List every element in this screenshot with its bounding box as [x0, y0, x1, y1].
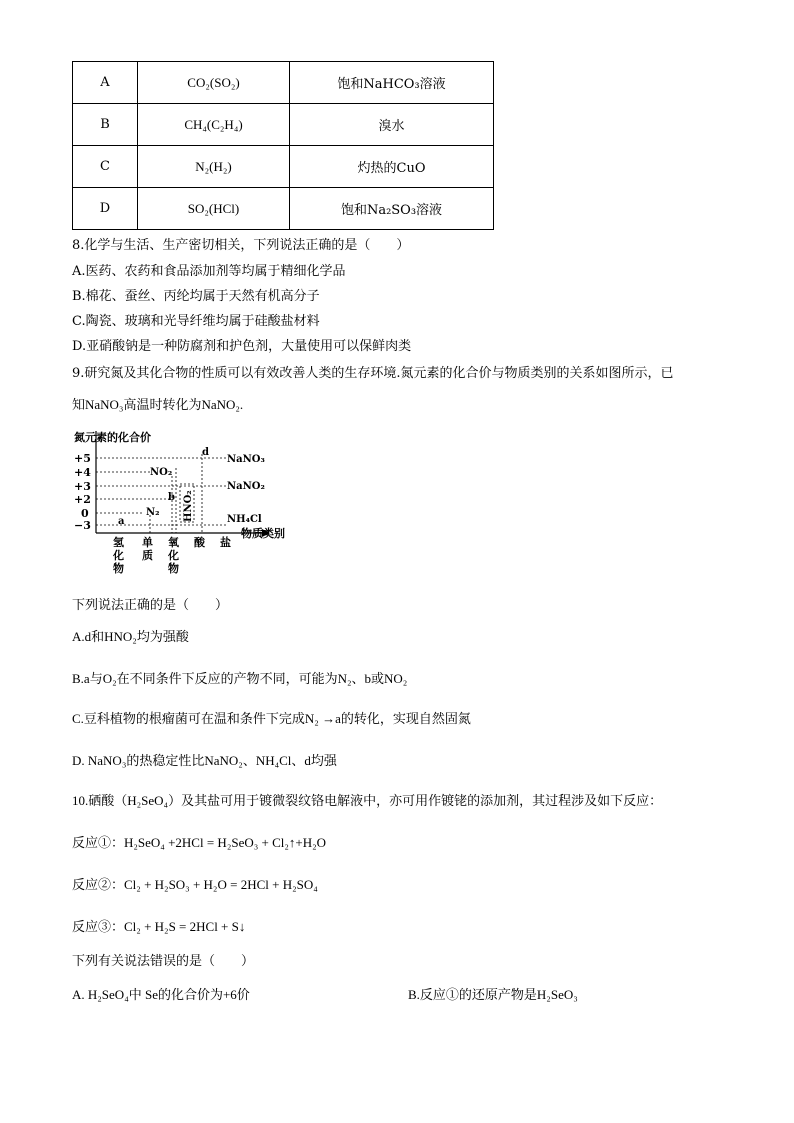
point-b: b: [168, 492, 175, 503]
table-row: [73, 62, 494, 104]
q10-option-a: A. H₂SeO₄中 Se的化合价为+6价: [72, 987, 250, 1002]
y-tick: +4: [74, 466, 91, 479]
substance-cell: CO₂(SO₂): [138, 62, 290, 104]
q8-option-b: B.棉花、蚕丝、丙纶均属于天然有机高分子: [72, 289, 320, 304]
q9-question: 下列说法正确的是（ ）: [72, 598, 229, 613]
table-row: [73, 104, 494, 146]
reagent-cell: 灼热的CuO: [290, 146, 494, 188]
reagent-cell: 溴水: [290, 104, 494, 146]
y-tick: +2: [74, 493, 91, 506]
x-axis-title: 物质类别: [241, 527, 285, 540]
q10-option-b: B.反应①的还原产物是H₂SeO₃: [408, 987, 578, 1002]
substance-cell: SO₂(HCl): [138, 188, 290, 230]
q9-stem-line2: 知NaNO₃高温时转化为NaNO₂.: [72, 397, 244, 412]
row-label: A: [73, 62, 138, 104]
guide-lines: [96, 454, 226, 533]
x-categories: [112, 535, 231, 575]
x-category: 单质: [142, 536, 153, 562]
y-tick: +3: [74, 480, 91, 493]
x-category: 酸: [194, 536, 205, 549]
y-tick: 0: [81, 507, 89, 520]
substance-cell: N₂(H₂): [138, 146, 290, 188]
q9-option-b: B.a与O₂在不同条件下反应的产物不同，可能为N₂、b或NO₂: [72, 671, 408, 686]
valence-diagram: [72, 428, 302, 580]
q8-option-c: C.陶瓷、玻璃和光导纤维均属于硅酸盐材料: [72, 314, 320, 329]
q9-stem-line1: 9.研究氮及其化合物的性质可以有效改善人类的生存环境.氮元素的化合价与物质类别的关系如图所示，已: [72, 366, 674, 381]
reagent-cell: 饱和Na₂SO₃溶液: [290, 188, 494, 230]
reagent-cell: 饱和NaHCO₃溶液: [290, 62, 494, 104]
point-hno2: HNO₂: [183, 490, 194, 522]
option-table: [72, 61, 494, 230]
point-n2: N₂: [146, 507, 160, 518]
y-tick: +5: [74, 452, 91, 465]
point-nh4cl: NH₄Cl: [227, 514, 262, 525]
point-a: a: [118, 516, 125, 527]
x-category: 氧化物: [168, 536, 179, 575]
x-category: 氢化物: [113, 536, 124, 575]
q8-stem: 8.化学与生活、生产密切相关，下列说法正确的是（ ）: [72, 238, 410, 253]
q9-option-d: D. NaNO₃的热稳定性比NaNO₂、NH₄Cl、d均强: [72, 753, 337, 768]
x-category: 盐: [220, 536, 231, 549]
q8-option-a: A.医药、农药和食品添加剂等均属于精细化学品: [72, 264, 346, 279]
table-row: [73, 146, 494, 188]
q10-question: 下列有关说法错误的是（ ）: [72, 954, 255, 969]
q10-stem: 10.硒酸（H₂SeO₄）及其盐可用于镀微裂纹铬电解液中，亦可用作镀铑的添加剂，其过程涉及如下反应：: [72, 793, 663, 808]
q10-reaction-2: 反应②：Cl₂ + H₂SO₃ + H₂O = 2HCl + H₂SO₄: [72, 877, 318, 892]
substance-cell: CH₄(C₂H₄): [138, 104, 290, 146]
q9-option-a: A.d和HNO₂均为强酸: [72, 629, 189, 644]
point-nano2: NaNO₂: [227, 481, 265, 492]
row-label: C: [73, 146, 138, 188]
q8-option-d: D.亚硝酸钠是一种防腐剂和护色剂，大量使用可以保鲜肉类: [72, 339, 412, 354]
y-tick: −3: [74, 519, 91, 532]
point-no2: NO₂: [150, 467, 173, 478]
y-axis-title: 氮元素的化合价: [74, 431, 151, 444]
q9-option-c: C.豆科植物的根瘤菌可在温和条件下完成N₂ →a的转化，实现自然固氮: [72, 711, 471, 726]
q10-reaction-3: 反应③：Cl₂ + H₂S = 2HCl + S↓: [72, 919, 246, 934]
point-nano3: NaNO₃: [227, 454, 265, 465]
row-label: B: [73, 104, 138, 146]
table-row: [73, 188, 494, 230]
q10-reaction-1: 反应①：H₂SeO₄ +2HCl = H₂SeO₃ + Cl₂↑+H₂O: [72, 835, 327, 850]
point-d: d: [202, 447, 209, 458]
row-label: D: [73, 188, 138, 230]
